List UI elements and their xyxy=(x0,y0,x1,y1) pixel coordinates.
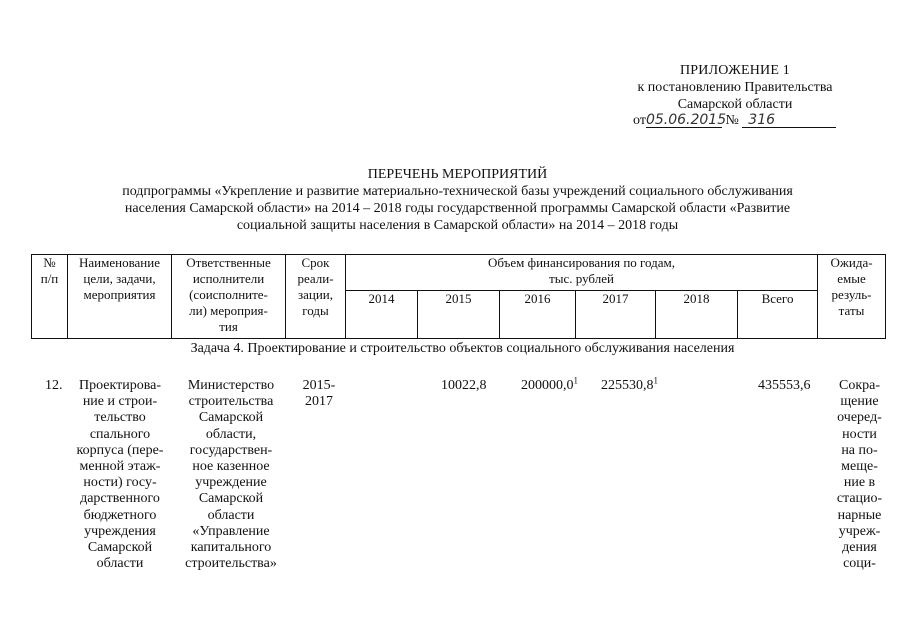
col-header-total: Всего xyxy=(738,291,818,339)
col-header-responsible: Ответственные исполнители (соисполните- ли) мероприя- тия xyxy=(172,255,286,339)
col-header-num: № п/п xyxy=(32,255,68,339)
col-header-year-2016: 2016 xyxy=(500,291,576,339)
resolution-date: 05.06.2015 xyxy=(645,112,727,128)
col-header-name: Наименование цели, задачи, мероприятия xyxy=(68,255,172,339)
number-sign: № xyxy=(725,113,739,128)
responsible-executors: Министерство строительства Самарской области, государствен- ное казенное учреждение Самарской области «Управление капитального строительства» xyxy=(185,378,277,572)
implementation-term: 2015- 2017 xyxy=(302,378,336,410)
appendix-line-3: Самарской области xyxy=(677,97,793,112)
expected-results: Сокра- щение очеред- ности на по- меще- ние в стацио- нарные учреж- дения соци- xyxy=(836,378,883,572)
title-line-2: подпрограммы «Укрепление и развитие материально-технической базы учреждений социального обслуживания xyxy=(122,184,793,199)
value-2017: 225530,8$^1$ xyxy=(601,375,658,393)
col-header-term: Срок реали- зации, годы xyxy=(286,255,346,339)
col-header-year-2018: 2018 xyxy=(656,291,738,339)
title-line-3: населения Самарской области» на 2014 – 2018 годы государственной программы Самарской области «Развитие xyxy=(124,201,791,216)
row-number: 12. xyxy=(45,378,63,393)
col-header-funding: Объем финансирования по годам, тыс. рублей xyxy=(346,255,818,291)
date-prefix: от xyxy=(633,113,646,128)
task-heading: Задача 4. Проектирование и строительство объектов социального обслуживания населения xyxy=(190,341,735,356)
title-line-1: ПЕРЕЧЕНЬ МЕРОПРИЯТИЙ xyxy=(367,167,548,182)
col-header-year-2017: 2017 xyxy=(576,291,656,339)
appendix-line-2: к постановлению Правительства xyxy=(637,80,833,95)
resolution-number: 316 xyxy=(742,114,836,128)
col-header-result: Ожида- емые резуль- таты xyxy=(818,255,886,339)
document-title xyxy=(40,166,875,234)
value-2015: 10022,8 xyxy=(441,378,487,393)
appendix-title: ПРИЛОЖЕНИЕ 1 xyxy=(679,63,791,78)
resolution-date-line xyxy=(633,113,836,129)
value-total: 435553,6 xyxy=(758,378,811,393)
appendix-header xyxy=(615,62,855,113)
measures-table-header xyxy=(31,254,886,339)
col-header-year-2015: 2015 xyxy=(418,291,500,339)
title-line-4: социальной защиты населения в Самарской области» на 2014 – 2018 годы xyxy=(236,218,679,233)
col-header-year-2014: 2014 xyxy=(346,291,418,339)
value-2016: 200000,0$^1$ xyxy=(521,375,578,393)
measure-name: Проектирова- ние и строи- тельство спального корпуса (пере- менной этаж- ности) госу- дарственного бюджетного учреждения Самарской области xyxy=(76,378,164,572)
